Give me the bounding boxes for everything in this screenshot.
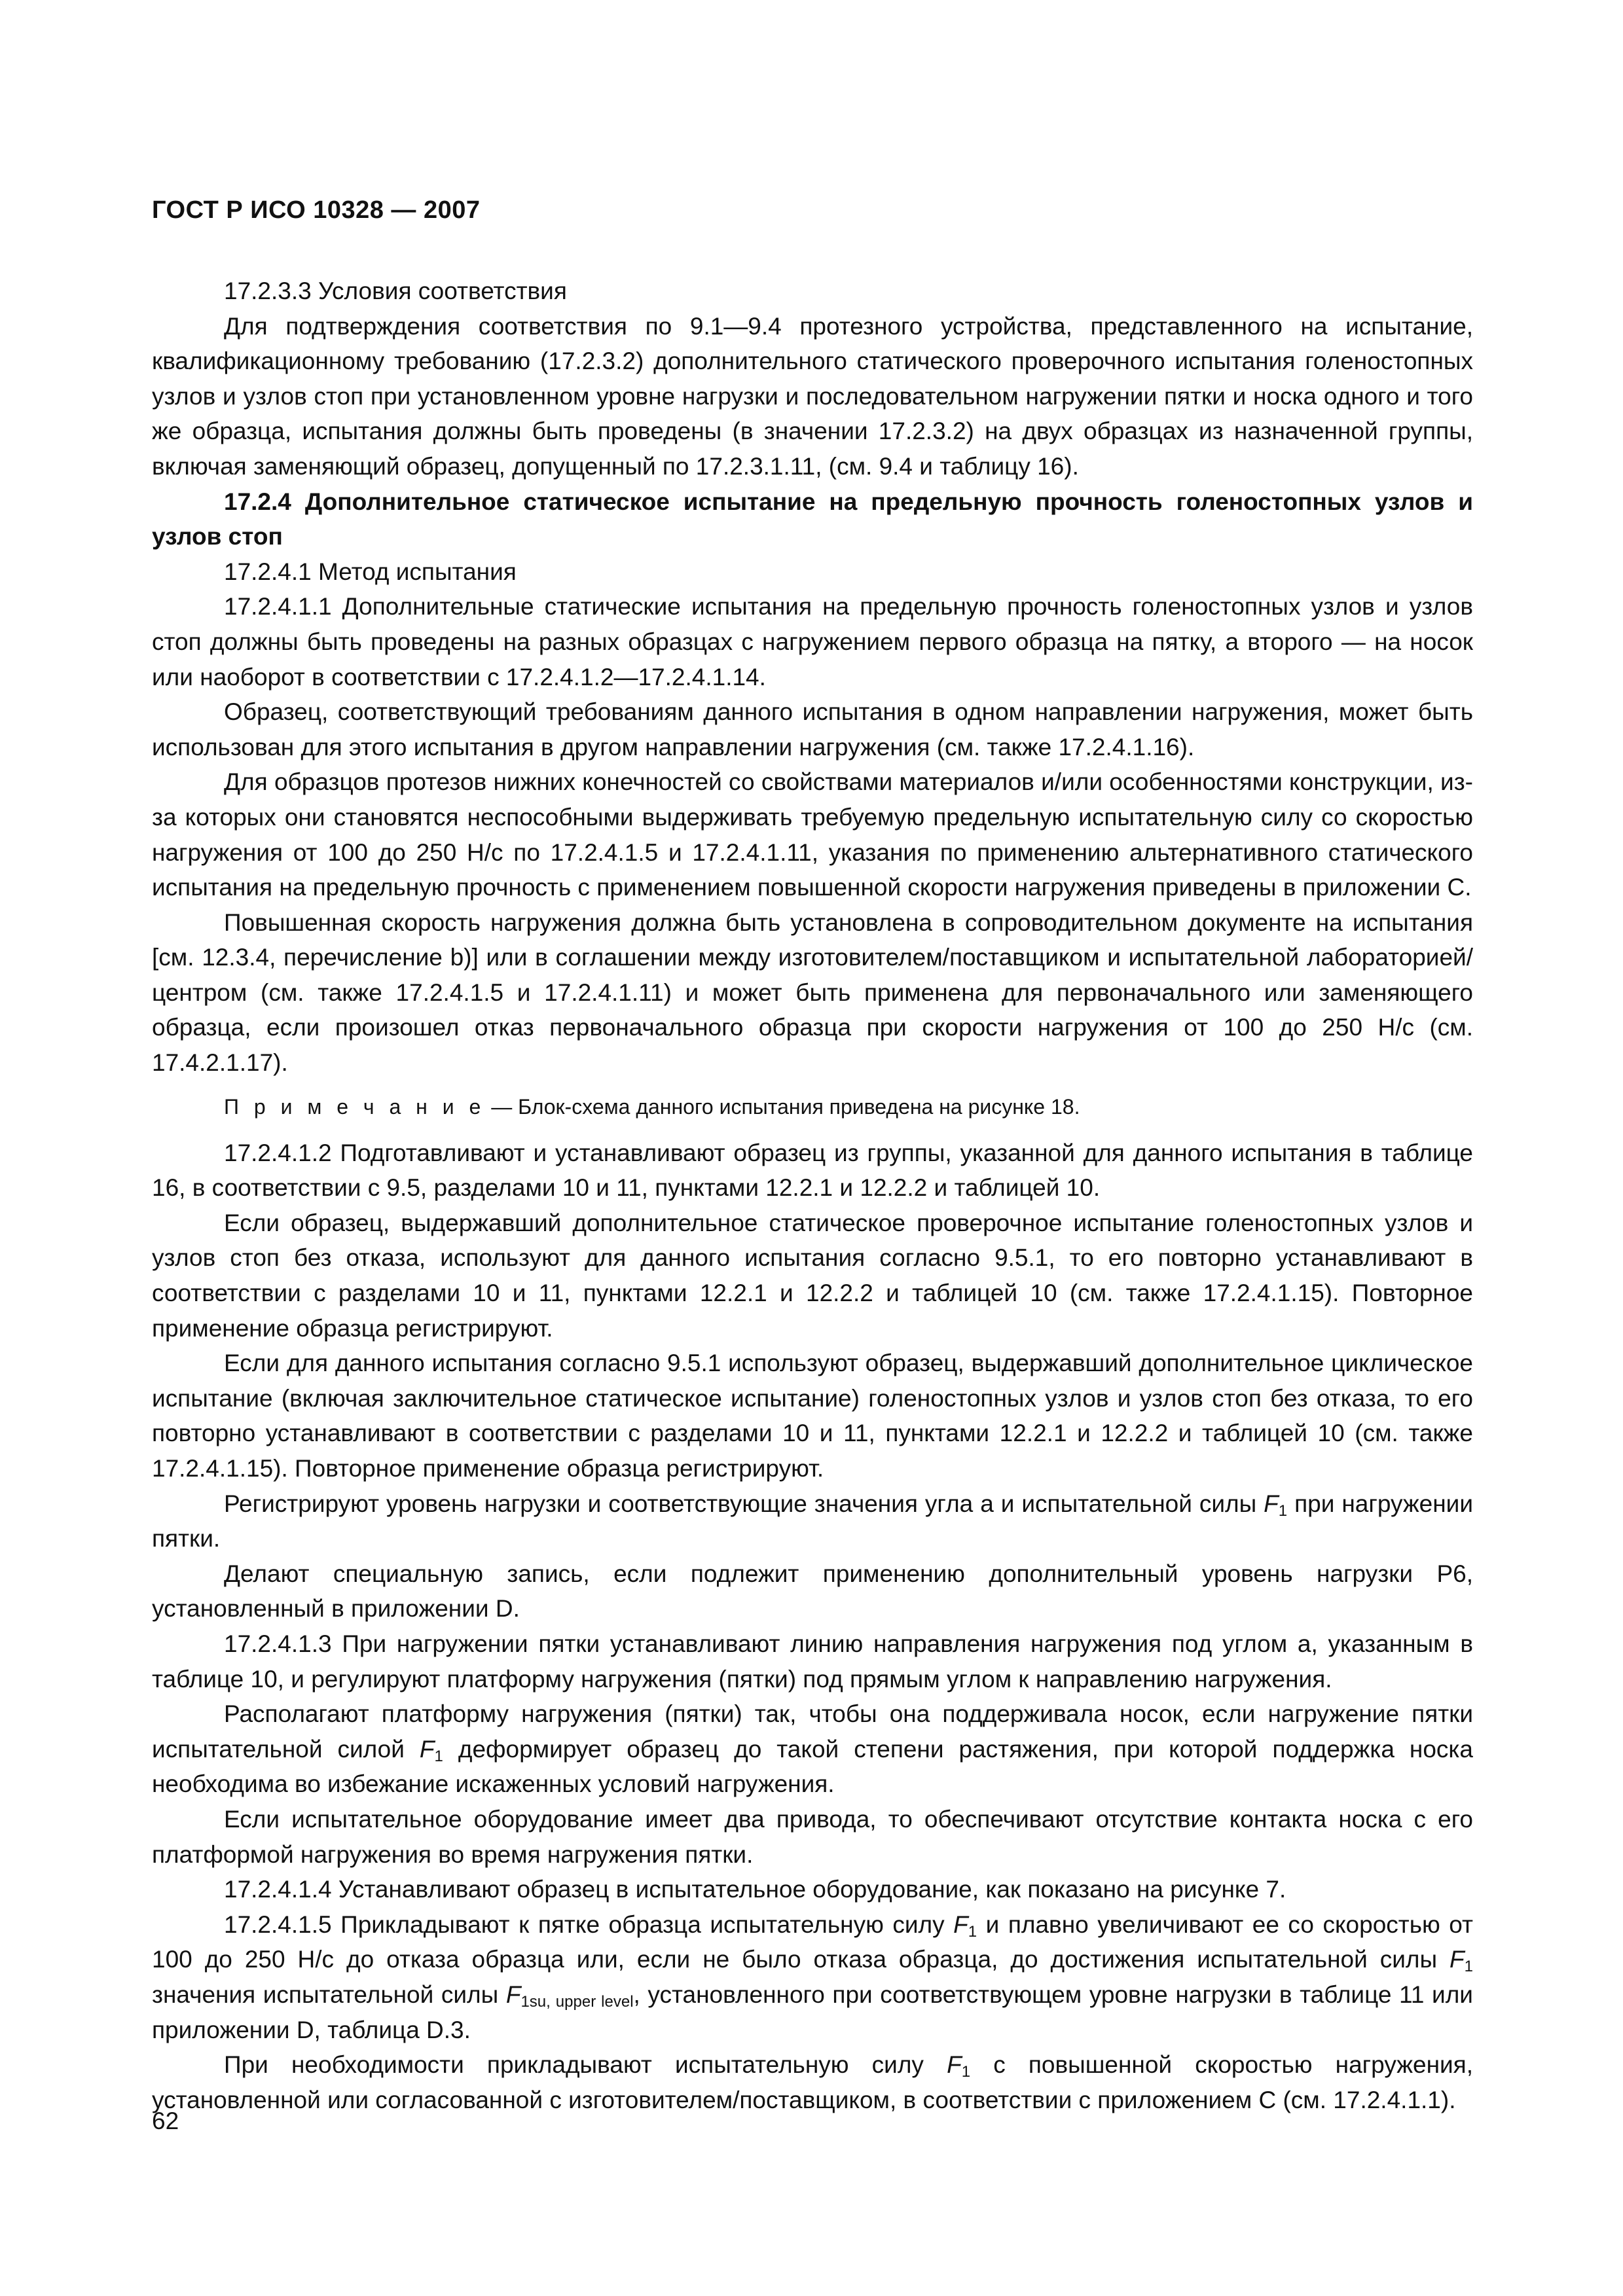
paragraph: Если образец, выдержавший дополнительное статическое проверочное испытание голеностопных узлов и узлов стоп без отказа, используют для данного испытания согласно 9.5.1, то его повторно устанавливают в соответствии с разделами 10 и 11, пунктами 12.2.1 и 12.2.2 и таблицей 10 (см. также 17.2.4.1.15). Повторное применение образца регистрируют. — [152, 1209, 1473, 1342]
document-body — [152, 274, 1473, 2117]
force-symbol: F — [953, 1910, 968, 1938]
paragraph: Образец, соответствующий требованиям данного испытания в одном направлении нагружения, может быть использован для этого испытания в другом направлении нагружения (см. также 17.2.4.1.16). — [152, 698, 1473, 761]
paragraph: 17.2.4.1.3 При нагружении пятки устанавливают линию направления нагружения под углом а, указанным в таблице 10, и регулируют платформу нагружения (пятки) под прямым углом к направлению нагружения. — [152, 1630, 1473, 1693]
section-heading: 17.2.4 Дополнительное статическое испытание на предельную прочность голеностопных узлов и узлов стоп — [152, 488, 1473, 550]
paragraph: При необходимости прикладывают испытательную силу $F_1$ с повышенной скоростью нагружения, установленной или согласованной с изготовителем/поставщиком, в соответствии с приложением С (см. 17.2.4.1.1). — [152, 2051, 1473, 2113]
paragraph: 17.2.4.1 Метод испытания — [224, 558, 517, 585]
paragraph: 17.2.4.1.5 Прикладывают к пятке образца испытательную силу $F_1$ и плавно увеличивают ее со скоростью от 100 до 250 Н/с до отказа образца или, если не было отказа образца, до достижения испытательной силы $F_1$ значения испытательной силы $F_{1su, upper level}$, установленного при соответствующем уровне нагрузки в таблице 11 или приложении D, таблица D.3. — [152, 1910, 1473, 2043]
note-text: — Блок-схема данного испытания приведена на рисунке 18. — [485, 1094, 1080, 1119]
paragraph: 17.2.4.1.2 Подготавливают и устанавливают образец из группы, указанной для данного испытания в таблице 16, в соответствии с 9.5, разделами 10 и 11, пунктами 12.2.1 и 12.2.2 и таблицей 10. — [152, 1139, 1473, 1202]
force-symbol: F — [1450, 1946, 1465, 1973]
force-symbol: F — [419, 1735, 435, 1763]
paragraph: Делают специальную запись, если подлежит применению дополнительный уровень нагрузки Р6, установленный в приложении D. — [152, 1560, 1473, 1623]
paragraph: Располагают платформу нагружения (пятки) так, чтобы она поддерживала носок, если нагружение пятки испытательной силой $F_1$ деформирует образец до такой степени растяжения, при которой поддержка носка необходима во избежание искаженных условий нагружения. — [152, 1700, 1473, 1798]
paragraph: Если испытательное оборудование имеет два привода, то обеспечивают отсутствие контакта носка с его платформой нагружения во время нагружения пятки. — [152, 1805, 1473, 1868]
paragraph: Для подтверждения соответствия по 9.1—9.4 протезного устройства, представленного на испытание, квалификационному требованию (17.2.3.2) дополнительного статического проверочного испытания голеностопных узлов и узлов стоп при установленном уровне нагрузки и последовательном нагружении пятки и носка одного и того же образца, испытания должны быть проведены (в значении 17.2.3.2) на двух образцах из назначенной группы, включая заменяющий образец, допущенный по 17.2.3.1.11, (см. 9.4 и таблицу 16). — [152, 312, 1473, 480]
paragraph: 17.2.4.1.4 Устанавливают образец в испытательное оборудование, как показано на рисунке 7. — [224, 1876, 1286, 1903]
paragraph: Регистрируют уровень нагрузки и соответствующие значения угла а и испытательной силы $F_1$ при нагружении пятки. — [152, 1490, 1474, 1552]
alpha-symbol: а — [980, 1490, 994, 1517]
paragraph: Если для данного испытания согласно 9.5.1 используют образец, выдержавший дополнительное циклическое испытание (включая заключительное статическое испытание) голеностопных узлов и узлов стоп без отказа, то его повторно устанавливают в соответствии с разделами 10 и 11, пунктами 12.2.1 и 12.2.2 и таблицей 10 (см. также 17.2.4.1.15). Повторное применение образца регистрируют. — [152, 1350, 1473, 1482]
force-symbol: F — [1264, 1490, 1279, 1517]
force-symbol: F — [947, 2051, 962, 2079]
paragraph: Для образцов протезов нижних конечностей со свойствами материалов и/или особенностями конструкции, из-за которых они становятся неспособными выдерживать требуемую предельную испытательную силу со скоростью нагружения от 100 до 250 Н/с по 17.2.4.1.5 и 17.2.4.1.11, указания по применению альтернативного статического испытания на предельную прочность с применением повышенной скорости нагружения приведены в приложении С. — [152, 768, 1473, 901]
force-symbol: F — [505, 1981, 521, 2008]
note — [152, 1090, 1473, 1124]
paragraph: Повышенная скорость нагружения должна быть установлена в сопроводительном документе на испытания [см. 12.3.4, перечисление b)] или в соглашении между изготовителем/поставщиком и испытательной лабораторией/центром (см. также 17.2.4.1.5 и 17.2.4.1.11) и может быть применена для первоначального или заменяющего образца, если произошел отказ первоначального образца при скорости нагружения от 100 до 250 Н/с (см. 17.4.2.1.17). — [152, 908, 1473, 1077]
paragraph: 17.2.4.1.1 Дополнительные статические испытания на предельную прочность голеностопных узлов и узлов стоп должны быть проведены на разных образцах с нагружением первого образца на пятку, а второго — на носок или наоборот в соответствии с 17.2.4.1.2—17.2.4.1.14. — [152, 593, 1473, 691]
paragraph: 17.2.3.3 Условия соответствия — [224, 278, 567, 304]
document-header: ГОСТ Р ИСО 10328 — 2007 — [152, 196, 481, 224]
note-lead: П р и м е ч а н и е — [224, 1094, 486, 1119]
page-number: 62 — [152, 2108, 179, 2134]
